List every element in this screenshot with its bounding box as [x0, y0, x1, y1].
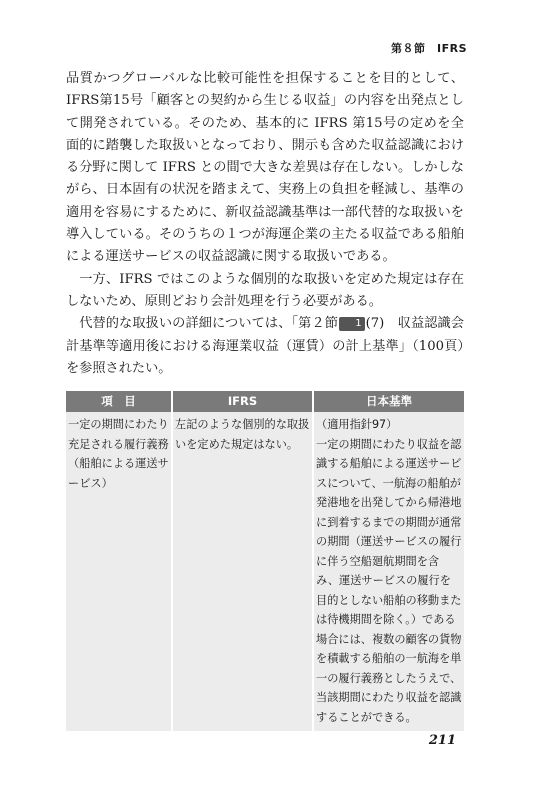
comparison-table — [66, 391, 464, 731]
column-header-ifrs: IFRS — [172, 391, 313, 412]
column-header-jgaap: 日本基準 — [313, 391, 464, 412]
paragraph-cross-reference — [66, 313, 464, 380]
cell-item: 一定の期間にわたり充足される履行義務（船舶による運送サービス） — [66, 412, 172, 731]
paragraph: 品質かつグローバルな比較可能性を担保することを目的として、IFRS第15号「顧客との契約から生じる収益」の内容を出発点として開発されている。そのため、基本的に IFRS 第15号の定めを全面的に踏襲した取扱いとなっており、開示も含めた収益認識における分野に関して IFRS との間で大きな差異は存在しない。しかしながら、日本固有の状況を踏まえて、実務上の負担を軽減し、基準の適用を容易にするために、新収益認識基準は一部代替的な取扱いを導入している。そのうちの１つが海運企業の主たる収益である船舶による運送サービスの収益認識に関する取扱いである。 — [66, 71, 464, 265]
cell-jgaap — [313, 412, 464, 731]
table-header-row — [66, 391, 464, 412]
paragraph-text: 代替的な取扱いの詳細については、「第２節 — [79, 316, 339, 332]
section-number-badge: 1 — [339, 317, 365, 331]
paragraph-text: (7) 収益認識会計基準等適用後における海運業収益（運賃）の計上基準」（100頁）を参照されたい。 — [66, 316, 464, 376]
jgaap-reference: （適用指針97） — [316, 418, 398, 431]
body-text — [66, 68, 464, 380]
cell-ifrs: 左記のような個別的な取扱いを定めた規定はない。 — [172, 412, 313, 731]
jgaap-text: 一定の期間にわたり収益を認識する船舶による運送サービスについて、一航海の船舶が発港地を出発してから帰港地に到着するまでの期間が通常の期間（運送サービスの履行に伴う空船廻航期間を含み、運送サービスの履行を目的としない船舶の移動または待機期間を除く。）である場合には、複数の顧客の貨物を積載する船舶の一航海を単一の履行義務としたうえで、当該期間にわたり収益を認識することができる。 — [316, 437, 462, 724]
page-number: 211 — [428, 733, 456, 748]
column-header-item: 項 目 — [66, 391, 172, 412]
paragraph: 一方、IFRS ではこのような個別的な取扱いを定めた規定は存在しないため、原則どおり会計処理を行う必要がある。 — [66, 271, 464, 309]
table-row — [66, 412, 464, 731]
running-header: 第８節 IFRS — [391, 42, 467, 55]
